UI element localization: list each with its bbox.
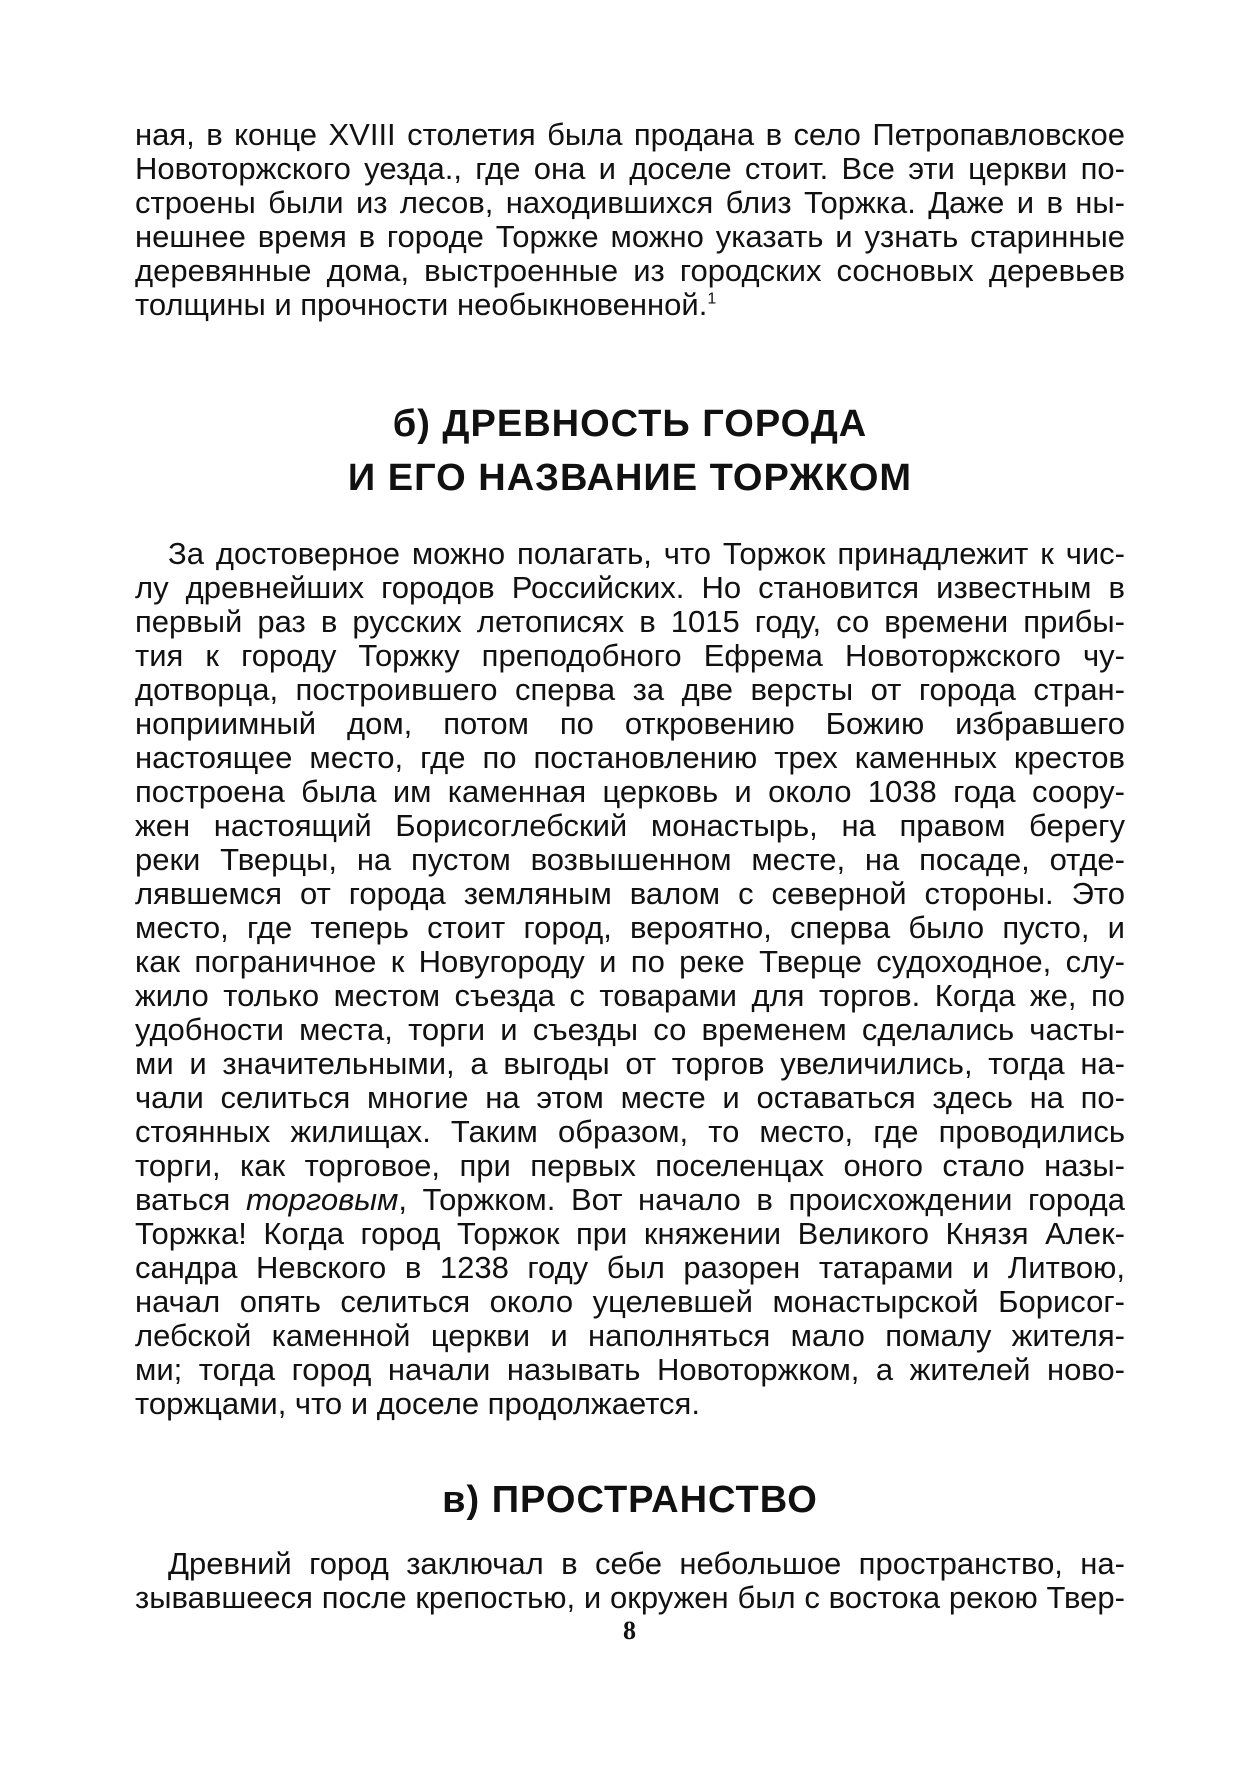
page-number: 8 bbox=[623, 1616, 636, 1645]
text-line: стоянных жилищах. Таким образом, то место, где проводились bbox=[135, 1114, 1125, 1149]
text-line: лебской каменной церкви и наполняться мало помалу жителя- bbox=[135, 1318, 1125, 1353]
text-line: тия к городу Торжку преподобного Ефрема Новоторжского чу- bbox=[135, 638, 1125, 673]
text-line: настоящее место, где по постановлению трех каменных крестов bbox=[135, 740, 1125, 775]
section-b-title-line1: б) ДРЕВНОСТЬ ГОРОДА bbox=[392, 403, 868, 445]
text-line: как пограничное к Новугороду и по реке Тверце судоходное, слу- bbox=[135, 944, 1125, 979]
text-line: толщины и прочности необыкновенной.$^1$ bbox=[135, 287, 717, 322]
text-line: строены были из лесов, находившихся близ Торжка. Даже и в ны- bbox=[135, 185, 1125, 220]
text-line: реки Тверцы, на пустом возвышенном месте, на посаде, отде- bbox=[135, 842, 1125, 877]
text-line: Древний город заключал в себе небольшое пространство, на- bbox=[168, 1546, 1125, 1581]
text-line: торги, как торговое, при первых поселенцах оного стало назы- bbox=[135, 1148, 1125, 1183]
text-line: жило только местом съезда с товарами для торгов. Когда же, по bbox=[135, 978, 1125, 1013]
text-line: построена была им каменная церковь и около 1038 года соору- bbox=[135, 774, 1125, 809]
text-line: торжцами, что и доселе продолжается. bbox=[135, 1386, 700, 1421]
text-line: лу древнейших городов Российских. Но становится известным в bbox=[135, 570, 1125, 605]
footnote-ref: 1 bbox=[707, 290, 717, 308]
text-line: сандра Невского в 1238 году был разорен татарами и Литвою, bbox=[135, 1250, 1125, 1285]
text-line: ная, в конце XVIII столетия была продана в село Петропавловское bbox=[135, 117, 1125, 152]
text-line: ноприимный дом, потом по откровению Божию избравшего bbox=[135, 706, 1125, 741]
text-line: жен настоящий Борисоглебский монастырь, на правом берегу bbox=[135, 808, 1125, 843]
text-line: ми и значительными, а выгоды от торгов увеличились, тогда на- bbox=[135, 1046, 1125, 1081]
text-line: место, где теперь стоит город, вероятно, сперва было пусто, и bbox=[135, 910, 1125, 945]
text-line: зывавшееся после крепостью, и окружен был с востока рекою Твер- bbox=[135, 1580, 1125, 1615]
text-line: За достоверное можно полагать, что Торжок принадлежит к чис- bbox=[168, 536, 1125, 571]
text-line: деревянные дома, выстроенные из городских сосновых деревьев bbox=[135, 253, 1125, 288]
text-line: Новоторжского уезда., где она и доселе стоит. Все эти церкви по- bbox=[135, 151, 1125, 186]
section-b-title-line2: И ЕГО НАЗВАНИЕ ТОРЖКОМ bbox=[347, 457, 913, 499]
text-line: лявшемся от города земляным валом с северной стороны. Это bbox=[135, 876, 1125, 911]
text-line: первый раз в русских летописях в 1015 году, со времени прибы- bbox=[135, 604, 1125, 639]
text-line: нешнее время в городе Торжке можно указать и узнать старинные bbox=[135, 219, 1125, 254]
section-v-title: в) ПРОСТРАНСТВО bbox=[442, 1479, 818, 1521]
text-line: ми; тогда город начали называть Новоторжком, а жителей ново- bbox=[135, 1352, 1125, 1387]
text-line: удобности места, торги и съезды со временем сделались часты- bbox=[135, 1012, 1125, 1047]
text-line: начал опять селиться около уцелевшей монастырской Борисог- bbox=[135, 1284, 1125, 1319]
text-line: чали селиться многие на этом месте и оставаться здесь на по- bbox=[135, 1080, 1125, 1115]
text-line: ваться торговым, Торжком. Вот начало в происхождении города bbox=[135, 1182, 1125, 1217]
text-line: Торжка! Когда город Торжок при княжении Великого Князя Алек- bbox=[135, 1216, 1125, 1251]
italic-word: торговым bbox=[245, 1182, 399, 1217]
text-line: дотворца, построившего сперва за две версты от города стран- bbox=[135, 672, 1125, 707]
